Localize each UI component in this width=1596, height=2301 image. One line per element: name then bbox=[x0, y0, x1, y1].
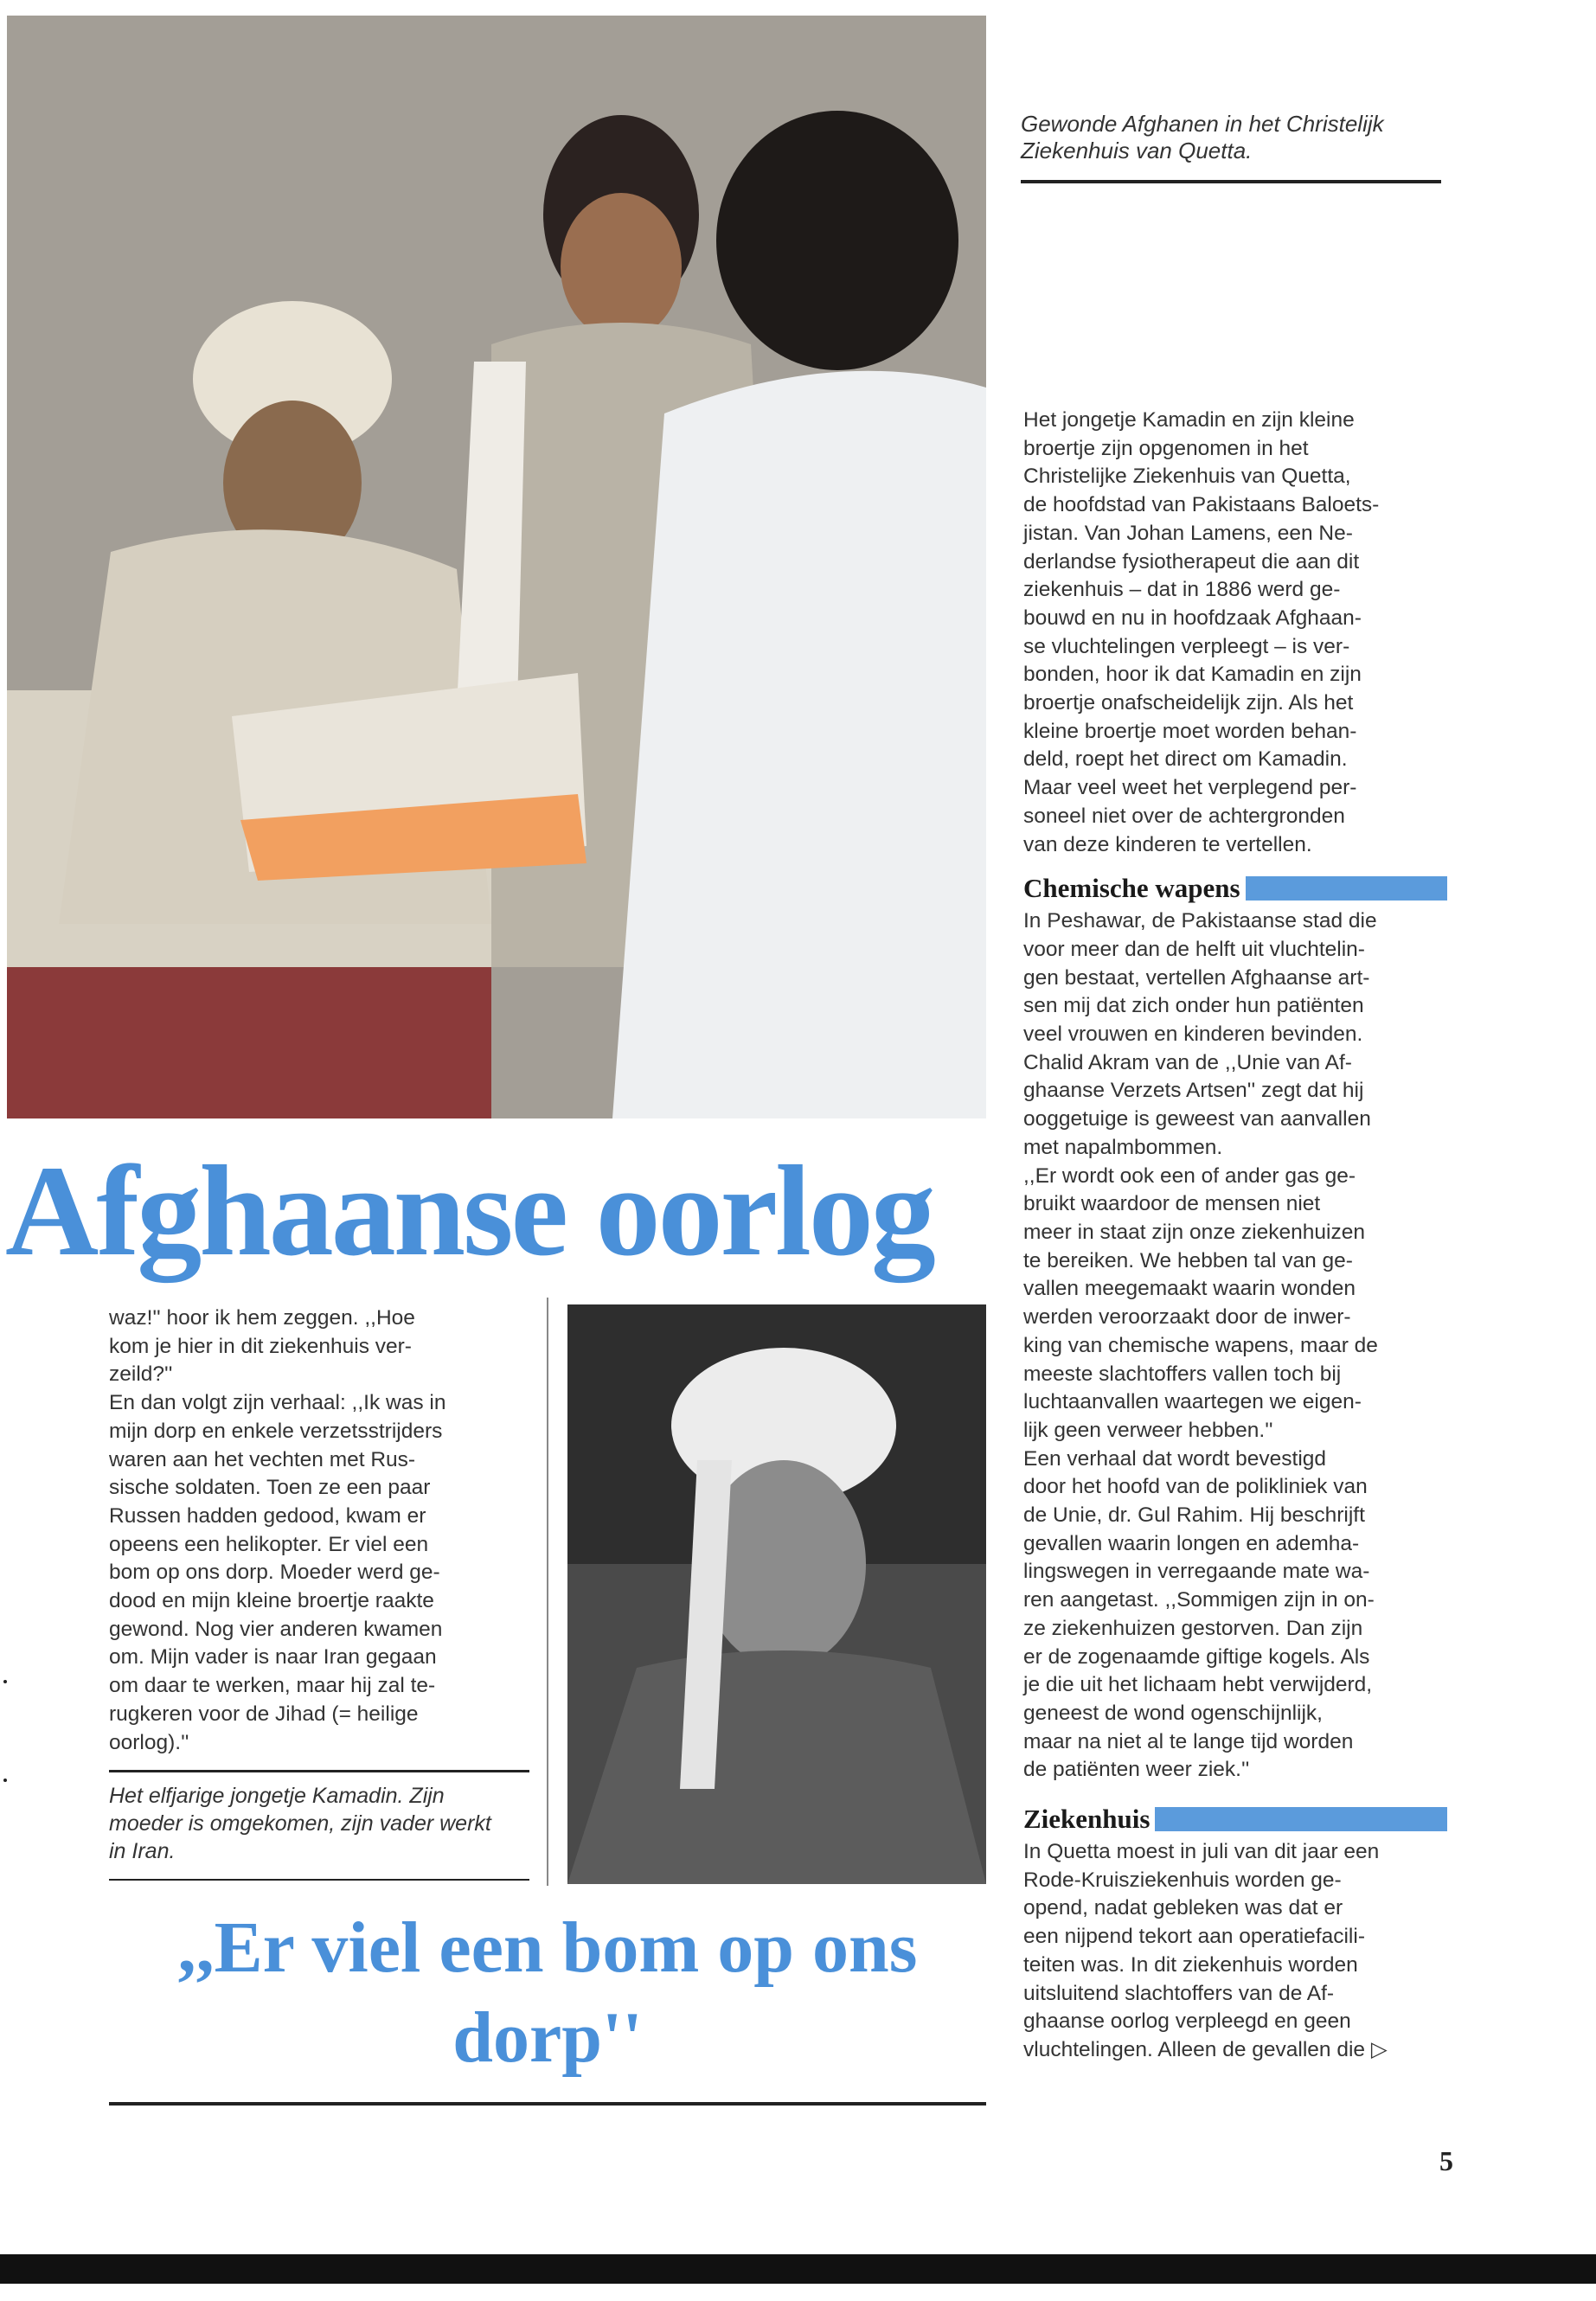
hospital-ward-photo-illustration bbox=[7, 16, 986, 1118]
section-heading-ziekenhuis bbox=[1023, 1802, 1447, 1836]
section-heading-text: Chemische wapens bbox=[1023, 873, 1240, 904]
section-heading-chemische-wapens bbox=[1023, 871, 1447, 906]
column-separator bbox=[547, 1298, 548, 1886]
chemische-wapens-paragraph: In Peshawar, de Pakistaanse stad die voor meer dan de helft uit vluchtelin- gen bestaat, vertellen Afghaanse art- sen mij dat zich onder hun patiënten veel vrouwen en kinderen bevinden. Chalid Akram van de ,,Unie van Af- ghaanse Verzets Artsen'' zegt dat hij ooggetuige is geweest van aanvallen met napalmbommen. ,,Er wordt ook een of ander gas ge- bruikt waardoor de mensen niet meer in staat zijn onze ziekenhuizen te bereiken. We hebben tal van ge- vallen meegemaakt waarin wonden werden veroorzaakt door de inwer- king van chemische wapens, maar de meeste slachtoffers vallen toch bij luchtaanvallen waartegen we eigen- lijk geen verweer hebben.'' Een verhaal dat wordt bevestigd door het hoofd van de polikliniek van de Unie, dr. Gul Rahim. Hij beschrijft gevallen waarin longen en ademha- lingswegen in verregaande mate wa- ren aangetast. ,,Sommigen zijn in on- ze ziekenhuizen gestorven. Dan zijn er de zogenaamde giftige kogels. Als je die uit het lichaam hebt verwijderd, geneest de wond ogenschijnlijk, maar na niet al te lange tijd worden de patiënten weer ziek.'' bbox=[1023, 909, 1378, 1782]
scan-mark bbox=[3, 1779, 7, 1782]
caption-divider bbox=[109, 1770, 529, 1772]
photo-caption-kamadin: Het elfjarige jongetje Kamadin. Zijn moeder is omgekomen, zijn vader werkt in Iran. bbox=[109, 1784, 491, 1863]
caption-divider bbox=[1021, 180, 1441, 183]
section-heading-text: Ziekenhuis bbox=[1023, 1804, 1151, 1835]
intro-paragraph: Het jongetje Kamadin en zijn kleine broertje zijn opgenomen in het Christelijke Ziekenhuis van Quetta, de hoofdstad van Pakistaans Baloets- jistan. Van Johan Lamens, een Ne- derlandse fysiotherapeut die aan dit ziekenhuis – dat in 1886 werd ge- bouwd en nu in hoofdzaak Afghaan- se vluchtelingen verpleegt – is ver- bonden, hoor ik dat Kamadin en zijn broertje onafscheidelijk zijn. Als het kleine broertje moet worden behan- deld, roept het direct om Kamadin. Maar veel weet het verplegend per- soneel niet over de achtergronden van deze kinderen te vertellen. bbox=[1023, 408, 1380, 856]
story-paragraph: waz!'' hoor ik hem zeggen. ,,Hoe kom je hier in dit ziekenhuis ver- zeild?'' En dan volgt zijn verhaal: ,,Ik was in mijn dorp en enkele verzetsstrijders waren aan het vechten met Rus- sische soldaten. Toen ze een paar Russen hadden gedood, kwam er opeens een helikopter. Er viel een bom op ons dorp. Moeder werd ge- dood en mijn kleine broertje raakte gewond. Nog vier anderen kwamen om. Mijn vader is naar Iran gegaan om daar te werken, maar hij zal te- rugkeren voor de Jihad (= heilige oorlog).'' bbox=[109, 1306, 446, 1754]
quote-divider bbox=[109, 2102, 986, 2106]
photo-hospital-ward bbox=[7, 16, 986, 1118]
page-number: 5 bbox=[1439, 2145, 1453, 2176]
pull-quote: ,,Er viel een bom op ons dorp'' bbox=[177, 1907, 918, 2078]
right-column bbox=[1023, 407, 1447, 2065]
scan-bottom-bar bbox=[0, 2254, 1596, 2284]
photo-kamadin bbox=[567, 1304, 986, 1884]
heading-accent-bar bbox=[1155, 1807, 1447, 1831]
scan-mark bbox=[3, 1680, 7, 1683]
kamadin-photo-illustration bbox=[567, 1304, 986, 1884]
headline: Afghaanse oorlog bbox=[5, 1139, 933, 1283]
story-left-column bbox=[109, 1304, 498, 1757]
caption-divider bbox=[109, 1879, 529, 1881]
heading-accent-bar bbox=[1246, 876, 1447, 901]
photo-caption-top: Gewonde Afghanen in het Christelijk Ziekenhuis van Quetta. bbox=[1021, 111, 1384, 163]
ziekenhuis-paragraph: In Quetta moest in juli van dit jaar een Rode-Kruisziekenhuis worden ge- opend, nadat gebleken was dat er een nijpend tekort aan operatiefacili- teiten was. In dit ziekenhuis worden uitsluitend slachtoffers van de Af- ghaanse oorlog verpleegd en geen vluchtelingen. Alleen de gevallen die ▷ bbox=[1023, 1840, 1388, 2061]
